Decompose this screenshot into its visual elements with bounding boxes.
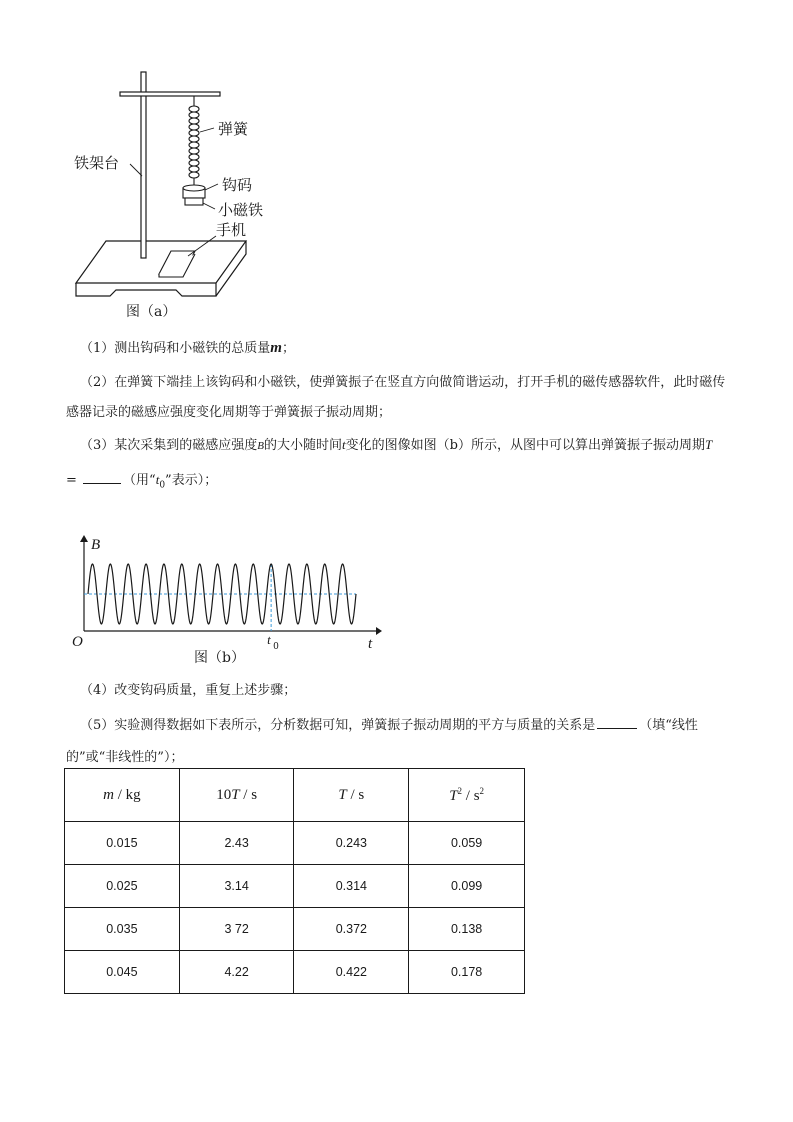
table-row: [65, 951, 525, 994]
figure-a-caption: 图（a）: [126, 304, 177, 320]
table-row: [65, 822, 525, 865]
step-3: [66, 428, 726, 503]
table-cell: 0.243: [294, 822, 409, 865]
table-cell: 0.372: [294, 908, 409, 951]
header-10t-var: T: [231, 786, 240, 803]
header-mass-unit: / kg: [113, 786, 141, 803]
label-spring: 弹簧: [218, 120, 249, 138]
stand-rod: [141, 72, 146, 258]
table-cell: 0.178: [409, 951, 525, 994]
header-t-unit: / s: [346, 786, 365, 803]
step-1-text: （1）测出钩码和小磁铁的总质量: [80, 341, 271, 356]
header-t2-unit: / s: [462, 787, 480, 804]
header-t-var: T: [338, 786, 347, 803]
step-3-text-a: （3）某次采集到的磁感应强度: [80, 438, 258, 453]
table-cell: 0.422: [294, 951, 409, 994]
header-10t-unit: / s: [239, 786, 258, 803]
header-t2-unit-sup: 2: [479, 785, 485, 796]
table-cell: 0.099: [409, 865, 525, 908]
header-t: [294, 769, 409, 822]
step-5: [66, 710, 726, 774]
label-phone: 手机: [216, 221, 247, 239]
label-stand: 铁架台: [74, 154, 120, 172]
table-cell: 0.314: [294, 865, 409, 908]
step-3-text-c: 变化的图像如图（b）所示，从图中可以算出弹簧振子振动周期: [345, 438, 705, 453]
x-axis-label: t: [368, 636, 373, 652]
table-cell: 3 72: [179, 908, 294, 951]
step-2-text: （2）在弹簧下端挂上该钩码和小磁铁，使弹簧振子在竖直方向做简谐运动，打开手机的磁传感器软件，此时磁传感器记录的磁感应强度变化周期等于弹簧振子振动周期；: [66, 375, 726, 420]
header-mass-var: m: [103, 786, 114, 803]
label-magnet: 小磁铁: [218, 201, 264, 219]
figure-b-caption: 图（b）: [194, 650, 245, 666]
magnet: [185, 198, 203, 205]
table-cell: 2.43: [179, 822, 294, 865]
table-cell: 0.025: [65, 865, 180, 908]
table-cell: 0.059: [409, 822, 525, 865]
table-row: [65, 908, 525, 951]
table-cell: 0.035: [65, 908, 180, 951]
step-3-text-b: 的大小随时间: [264, 438, 343, 453]
var-t0-sub: 0: [159, 480, 166, 491]
table-header-row: [65, 769, 525, 822]
header-10t: [179, 769, 294, 822]
header-t2: [409, 769, 525, 822]
step-3-text-d: （用“: [123, 473, 156, 488]
table-cell: 0.045: [65, 951, 180, 994]
t0-label: t: [267, 632, 271, 647]
t0-subscript: 0: [273, 642, 279, 652]
x-axis-arrow: [376, 627, 382, 635]
var-m: m: [270, 340, 282, 356]
var-t: t: [342, 437, 346, 452]
step-3-eq: =: [66, 473, 82, 488]
step-4-text: （4）改变钩码质量，重复上述步骤；: [80, 683, 297, 698]
hook-weight: [183, 185, 205, 198]
figure-a: [70, 64, 290, 326]
table-cell: 0.138: [409, 908, 525, 951]
header-t2-sup: 2: [457, 785, 463, 796]
var-T: T: [704, 437, 713, 452]
figure-b-chart: [64, 530, 384, 668]
data-table: [64, 768, 525, 994]
label-hook-weight: 钩码: [222, 176, 253, 194]
step-4: [80, 681, 730, 701]
step-1-end: ；: [281, 341, 295, 356]
answer-blank-period[interactable]: [83, 471, 121, 484]
table-cell: 0.015: [65, 822, 180, 865]
answer-blank-relation[interactable]: [597, 716, 637, 729]
spring: [189, 96, 199, 188]
step-5-text-b: （填“线性的”或“非线性的”）；: [66, 718, 698, 765]
header-10t-pre: 10: [216, 786, 232, 803]
table-cell: 4.22: [179, 951, 294, 994]
y-axis-label: B: [91, 537, 101, 553]
stand-arm: [120, 92, 220, 96]
var-b: B: [257, 440, 265, 452]
header-mass: [65, 769, 180, 822]
y-axis-arrow: [80, 535, 88, 542]
step-1: [80, 338, 730, 359]
step-5-text-a: （5）实验测得数据如下表所示，分析数据可知，弹簧振子振动周期的平方与质量的关系是: [80, 718, 596, 733]
stand-base: [76, 241, 246, 296]
table-row: [65, 865, 525, 908]
origin-label: O: [72, 634, 83, 650]
header-t2-var: T: [449, 787, 458, 804]
step-3-text-e: ”表示）；: [165, 473, 218, 488]
table-cell: 3.14: [179, 865, 294, 908]
step-2: [66, 368, 726, 428]
var-t0: t: [155, 472, 160, 487]
